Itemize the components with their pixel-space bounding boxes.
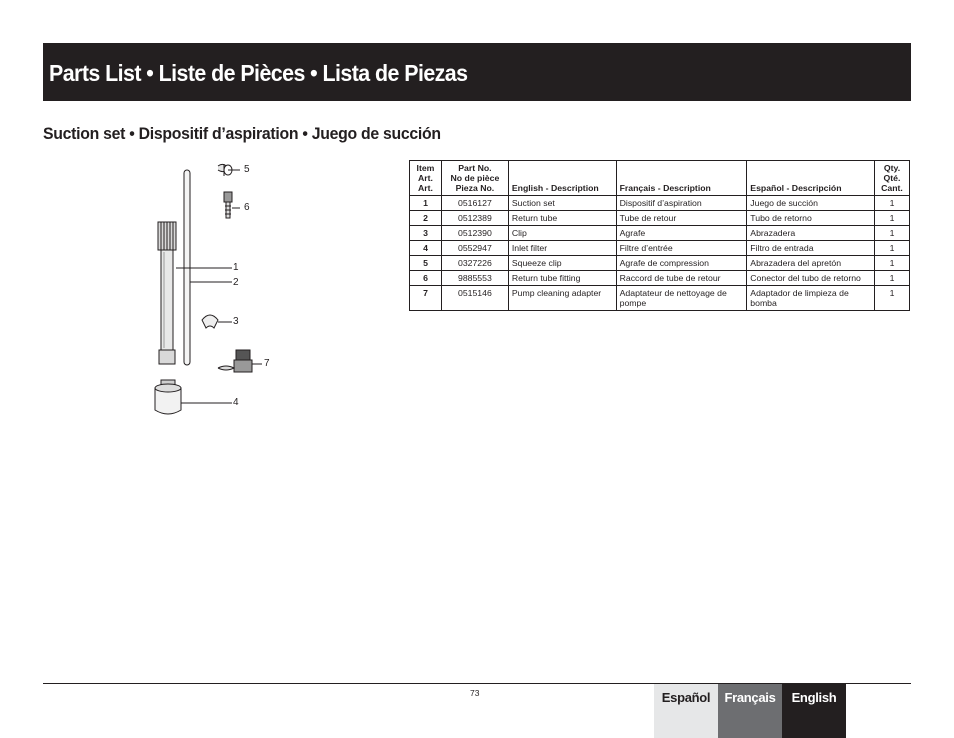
cell-item: 5 (410, 256, 442, 271)
header-qty (874, 161, 909, 196)
header-qty-en: Qty. (883, 163, 901, 173)
callout-3: 3 (233, 316, 239, 327)
language-tab-francais[interactable]: Français (718, 684, 782, 738)
header-qty-es: Cant. (881, 183, 903, 193)
parts-table (409, 160, 910, 311)
cell-espanol: Abrazadera (747, 226, 875, 241)
header-francais: Français - Description (616, 161, 747, 196)
cell-qty: 1 (874, 286, 909, 311)
cell-item: 6 (410, 271, 442, 286)
cell-english: Inlet filter (508, 241, 616, 256)
cell-qty: 1 (874, 226, 909, 241)
cell-francais: Adaptateur de nettoyage de pompe (616, 286, 747, 311)
cell-part-no: 9885553 (441, 271, 508, 286)
cell-qty: 1 (874, 271, 909, 286)
table-row (410, 241, 910, 256)
cell-part-no: 0516127 (441, 196, 508, 211)
table-row (410, 196, 910, 211)
cell-part-no: 0515146 (441, 286, 508, 311)
cell-item: 3 (410, 226, 442, 241)
cell-english: Clip (508, 226, 616, 241)
header-part-en: Part No. (458, 163, 492, 173)
callout-6: 6 (244, 202, 250, 213)
header-qty-fr: Qté. (883, 173, 901, 183)
cell-espanol: Filtro de entrada (747, 241, 875, 256)
cell-part-no: 0512390 (441, 226, 508, 241)
cell-english: Return tube (508, 211, 616, 226)
header-part-es: Pieza No. (455, 183, 495, 193)
page-number: 73 (470, 688, 480, 698)
cell-espanol: Juego de succión (747, 196, 875, 211)
language-tab-espanol[interactable]: Español (654, 684, 718, 738)
table-row (410, 286, 910, 311)
header-item-fr: Art. (418, 173, 433, 183)
cell-english: Pump cleaning adapter (508, 286, 616, 311)
cell-english: Suction set (508, 196, 616, 211)
page-title: Parts List • Liste de Pièces • Lista de Piezas (49, 60, 468, 86)
header-item-en: Item (416, 163, 435, 173)
section-title: Suction set • Dispositif d’aspiration • Juego de succión (43, 124, 441, 143)
cell-part-no: 0327226 (441, 256, 508, 271)
cell-qty: 1 (874, 196, 909, 211)
callout-7: 7 (264, 358, 270, 369)
cell-part-no: 0552947 (441, 241, 508, 256)
cell-espanol: Tubo de retorno (747, 211, 875, 226)
language-tab-english[interactable]: English (782, 684, 846, 738)
cell-item: 7 (410, 286, 442, 311)
table-row (410, 211, 910, 226)
table-row (410, 271, 910, 286)
suction-set-drawing (140, 160, 280, 430)
callout-4: 4 (233, 397, 239, 408)
callout-2: 2 (233, 277, 239, 288)
cell-item: 2 (410, 211, 442, 226)
cell-item: 1 (410, 196, 442, 211)
table-row (410, 226, 910, 241)
cell-item: 4 (410, 241, 442, 256)
cell-espanol: Conector del tubo de retorno (747, 271, 875, 286)
header-espanol: Español - Descripción (747, 161, 875, 196)
cell-espanol: Abrazadera del apretón (747, 256, 875, 271)
inlet-filter-part (155, 380, 181, 414)
cell-francais: Agrafe de compression (616, 256, 747, 271)
cell-english: Return tube fitting (508, 271, 616, 286)
header-part-fr: No de pièce (450, 173, 500, 183)
pump-cleaning-adapter-part (218, 350, 252, 372)
header-item (410, 161, 442, 196)
title-bar (43, 43, 911, 101)
header-english: English - Description (508, 161, 616, 196)
header-part-no (441, 161, 508, 196)
cell-part-no: 0512389 (441, 211, 508, 226)
cell-qty: 1 (874, 256, 909, 271)
parts-illustration (140, 160, 280, 430)
suction-tube-part (158, 222, 176, 364)
cell-qty: 1 (874, 241, 909, 256)
table-row (410, 256, 910, 271)
cell-francais: Filtre d’entrée (616, 241, 747, 256)
cell-qty: 1 (874, 211, 909, 226)
cell-francais: Dispositif d’aspiration (616, 196, 747, 211)
callout-5: 5 (244, 164, 250, 175)
clip-part (202, 315, 218, 328)
header-item-es: Art. (418, 183, 433, 193)
cell-francais: Tube de retour (616, 211, 747, 226)
return-tube-fitting-part (224, 192, 232, 218)
table-header-row (410, 161, 910, 196)
cell-francais: Agrafe (616, 226, 747, 241)
callout-1: 1 (233, 262, 239, 273)
cell-espanol: Adaptador de limpieza de bomba (747, 286, 875, 311)
cell-english: Squeeze clip (508, 256, 616, 271)
cell-francais: Raccord de tube de retour (616, 271, 747, 286)
